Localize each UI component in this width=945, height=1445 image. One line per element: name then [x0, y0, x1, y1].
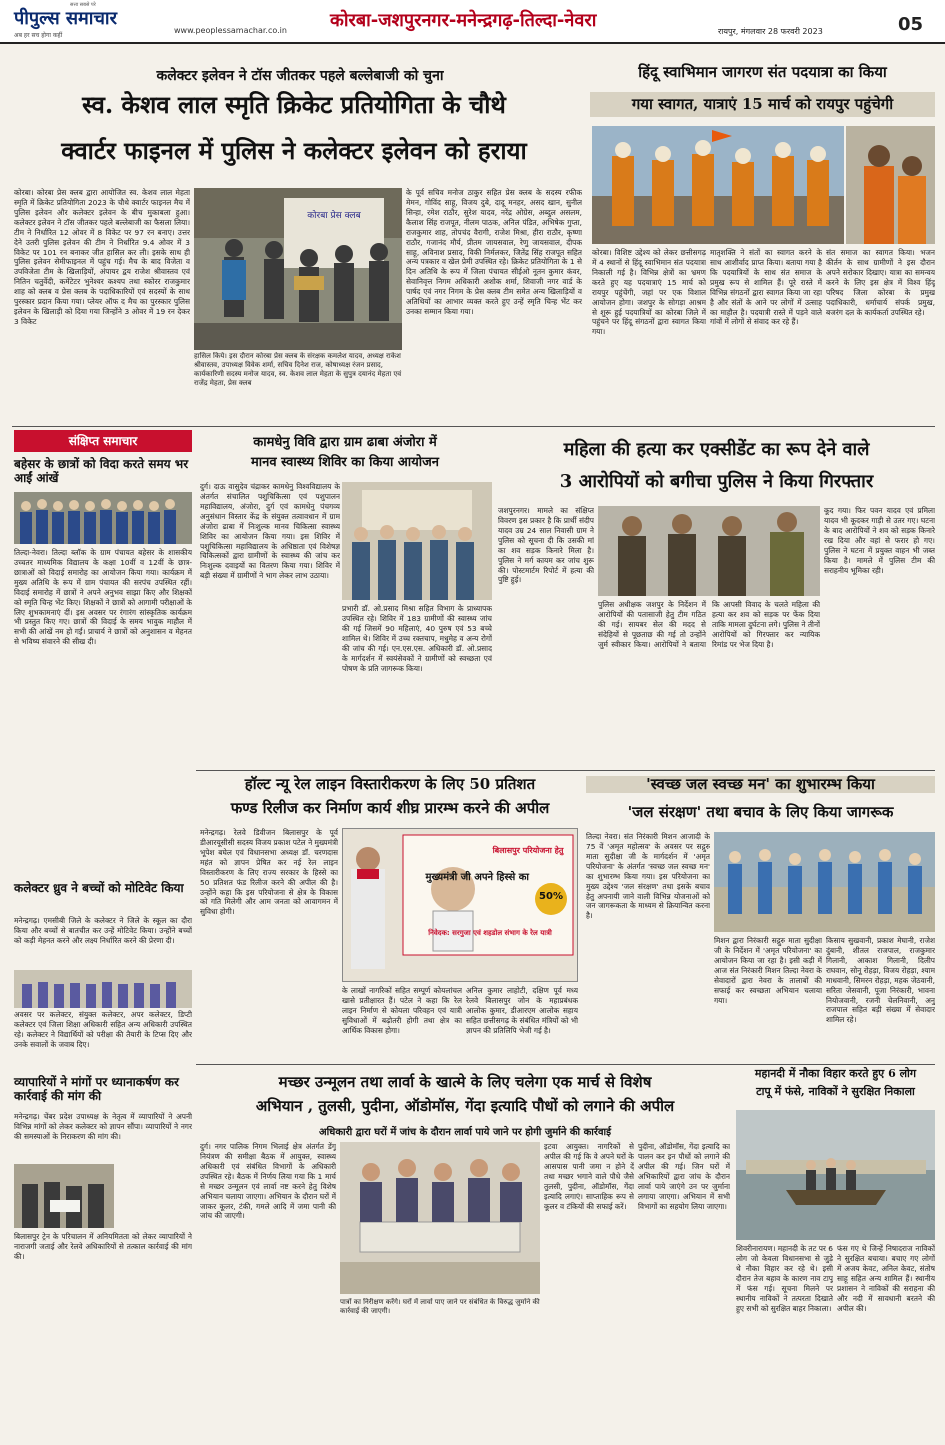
brief-item-1-title: बहेसर के छात्रों को विदा करते समय भर आईं आंखें — [14, 457, 189, 485]
yatra-column-2: मातृशक्ति ने संतों का स्वागत करने के साथ आशीर्वाद प्राप्त किया। बताया गया है कि पदयात्रियों के साथ संत समाज के प्रमुख रूप से शामिल हैं। पूरे रास्ते में विभिन्न संगठनों द्वारा स्वागत किया जा रहा है और संतों के आने पर लोगों में उत्साह का माहौल है। पदयात्री रास्ते में पड़ने वाले गांवों में लोगों से संवाद कर रहे हैं। — [710, 248, 822, 327]
yatra-column-3: संत समाज का स्वागत किया। भजन कीर्तन के साथ ग्रामीणों ने इस दौरान अपने सरोकार दिखाए। यात्रा का समन्वय करने के लिए इस क्षेत्र में विश्व हिंदू परिषद जिला कोरबा के प्रमुख पदाधिकारी, धर्माचार्य संपर्क प्रमुख, बजरंग दल के कार्यकर्ता उपस्थित रहे। — [826, 248, 935, 317]
cricket-caption: हासिल किये। इस दौरान कोरबा प्रेस क्लब के संरक्षक कमलेश यादव, अध्यक्ष राकेश श्रीवास्तव, उपाध्यक्ष विवेक शर्मा, सचिव दिनेश राज, कोषाध्यक्ष रंजन प्रसाद, कार्यकारिणी सदस्य मनोज यादव, स्व. केशव लाल मेहता के सुपुत्र दयानंद मेहता एवं राजेंद्र मेहता, प्रेस क्लब — [194, 352, 402, 388]
newspaper-logo: पीपुल्स समाचार — [14, 8, 117, 29]
region-banner: कोरबा-जशपुरनगर-मनेन्द्रगढ़-तिल्दा-नेवरा — [330, 10, 597, 31]
brief-news-title: संक्षिप्त समाचार — [14, 430, 192, 452]
boat-column-2: फंस गए थे जिन्हें निषादराज नाविकों ने सुरक्षित बचाया। बचाए गए लोगों में अजय केवट, अनिल केवट, संतोष साहू सहित अन्य शामिल हैं। स्थानीय प्रशासन ने नाविकों की सराहना की और नदी में सावधानी बरतने की अपील की। — [837, 1244, 935, 1313]
swachh-headline-1: 'स्वच्छ जल स्वच्छ मन' का शुभारम्भ किया — [586, 776, 935, 793]
mosquito-column-3: इटवा आयुक्त। नागरिकों से अपील की गई कि वे अपने घरों के आसपास पानी जमा न होने दें तथा मच्छर भगाने वाले पौधे जैसे तुलसी, पुदीना, ऑडोमॉस, गेंदा इत्यादि लगाएं। साप्ताहिक रूप से कूलर व टंकियों की सफाई करें। — [544, 1142, 634, 1211]
section-divider — [12, 426, 935, 427]
mosquito-meeting-photo — [340, 1142, 540, 1294]
brief-item-3-title: व्यापारियों ने मांगों पर ध्यानाकर्षण कर कार्रवाई की मांग की — [14, 1075, 179, 1103]
yatra-saint-photo — [846, 126, 935, 244]
kamdhenu-headline-2: मानव स्वास्थ्य शिविर का किया आयोजन — [250, 455, 439, 470]
masthead — [0, 0, 945, 44]
brief-item-2-body-continued: अवसर पर कलेक्टर, संयुक्त कलेक्टर, अपर कलेक्टर, डिप्टी कलेक्टर एवं जिला शिक्षा अधिकारी सहित अन्य अधिकारी उपस्थित रहे। कलेक्टर ने विद्यार्थियों को परीक्षा की तैयारी के टिप्स दिए और उनके सवालों के जवाब दिए। — [14, 1010, 192, 1049]
farewell-photo — [14, 492, 192, 544]
mosquito-headline-1: मच्छर उन्मूलन तथा लार्वा के खात्मे के लिए चलेगा एक मार्च से विशेष — [278, 1073, 652, 1091]
yatra-photo — [592, 126, 844, 244]
cricket-headline-1: स्व. केशव लाल स्मृति क्रिकेट प्रतियोगिता के चौथे — [82, 90, 506, 119]
swachh-photo — [714, 832, 935, 932]
rail-headline-1: हॉल्ट न्यू रेल लाइन विस्तारीकरण के लिए 50 प्रतिशत — [244, 775, 536, 793]
section-divider-3 — [196, 1064, 935, 1065]
kamdhenu-column-2: प्रभारी डॉ. ओ.प्रसाद मिश्रा सहित विभाग के प्राध्यापक उपस्थित रहे। शिविर में 183 ग्रामीणों की स्वास्थ्य जांच की गई जिसमें 90 महिलाएं, 40 पुरुष एवं 53 बच्चे शामिल थे। शिविर में उच्च रक्तचाप, मधुमेह व अन्य रोगों की जांच की गई। एन.एस.एस. अधिकारी डॉ. ओ.प्रसाद के मार्गदर्शन में स्वयंसेवकों ने ग्रामीणों को स्वच्छता एवं पोषण के प्रति जागरूक किया। — [342, 604, 492, 673]
cricket-kicker: कलेक्टर इलेवन ने टॉस जीतकर पहले बल्लेबाजी को चुना — [156, 68, 444, 84]
murder-column-1: जशपुरनगर। मामले का संक्षिप्त विवरण इस प्रकार है कि प्रार्थी संदीप यादव उम्र 24 साल निवासी ग्राम ने पुलिस को सूचना दी कि उसकी मां का शव सड़क किनारे मिला है। पुलिस ने मर्ग कायम कर जांच शुरू की। पोस्टमार्टम रिपोर्ट में हत्या की पुष्टि हुई। — [498, 506, 594, 585]
kamdhenu-column-1: दुर्ग। दाऊ वासुदेव चंद्राकर कामधेनु विश्वविद्यालय के अंतर्गत संचालित पशुचिकित्सा एवं पशुपालन महाविद्यालय, अंजोरा, दुर्ग एवं कामधेनु पंचगव्य अनुसंधान विस्तार केंद्र के संयुक्त तत्वावधान में ग्राम अंजोरा ढाबा में निःशुल्क मानव चिकित्सा स्वास्थ्य शिविर का आयोजन किया गया। इस शिविर में पशुचिकित्सा महाविद्यालय के अधिष्ठाता एवं विशेषज्ञ चिकित्सकों द्वारा ग्रामीणों के स्वास्थ्य की जांच कर निःशुल्क दवाइयों का वितरण किया गया। शिविर में बड़ी संख्या में ग्रामीणों ने भाग लेकर लाभ उठाया। — [200, 482, 340, 581]
accused-photo — [598, 506, 820, 596]
logo-subtitle: सत्ता सबसे परे — [70, 2, 96, 8]
murder-headline-1: महिला की हत्या कर एक्सीडेंट का रूप देने वाले — [563, 439, 870, 460]
brief-item-3-body-continued: बिलासपुर ट्रेन के परिचालन में अनियमितता को लेकर व्यापारियों ने नाराजगी जताई और रेलवे अधिकारियों से तत्काल कार्रवाई की मांग की। — [14, 1232, 192, 1261]
mosquito-column-1: दुर्ग। नगर पालिक निगम भिलाई क्षेत्र अंतर्गत डेंगू नियंत्रण की समीक्षा बैठक में आयुक्त, स्वास्थ्य अधिकारी एवं संबंधित विभागों के अधिकारी उपस्थित रहे। बैठक में निर्णय लिया गया कि 1 मार्च से मच्छर उन्मूलन एवं लार्वा नष्ट करने हेतु विशेष अभियान चलाया जाएगा। अभियान के दौरान घरों में जाकर कूलर, टंकी, गमले आदि में जमा पानी की जांच की जाएगी। — [200, 1142, 336, 1221]
website-link[interactable]: www.peoplessamachar.co.in — [174, 26, 287, 35]
rail-headline-2: फण्ड रिलीज कर निर्माण कार्य शीघ्र प्रारम्भ करने की अपील — [230, 799, 550, 817]
mosquito-subhead: अधिकारी द्वारा घरों में जांच के दौरान लार्वा पाये जाने पर होगी जुर्माने की कार्रवाई — [318, 1127, 612, 1138]
rail-column-3: के लाखों नागरिकों सहित सम्पूर्ण कोयलांचल खासे प्रतीक्षारत हैं। पटेल ने कहा कि रेल लाइन निर्माण से कोयला परिवहन एवं यात्री सुविधाओं में बढ़ोतरी होगी तथा क्षेत्र का आर्थिक विकास होगा। — [342, 986, 462, 1035]
swachh-headline-2: 'जल संरक्षण' तथा बचाव के लिए किया जागरूक — [627, 803, 894, 821]
traders-memo-photo — [14, 1164, 114, 1228]
boat-rescue-photo — [736, 1110, 935, 1240]
section-divider-2 — [196, 770, 935, 771]
rail-column-1: मनेन्द्रगढ़। रेलवे डिवीजन बिलासपुर के पूर्व डीआरयूसीसी सदस्य विजय प्रकाश पटेल ने मुख्यमंत्री भूपेश बघेल एवं विधानसभा अध्यक्ष डॉ. चरणदास महंत को ज्ञापन प्रेषित कर नई रेल लाइन विस्तारीकरण के लिए राज्य सरकार के हिस्से का 50 प्रतिशत फंड रिलीज करने की अपील की है। उन्होंने कहा कि इस परियोजना से क्षेत्र के विकास को गति मिलेगी और आम जनता को आवागमन में सुविधा होगी। — [200, 828, 338, 917]
boat-headline-2: टापू में फंसे, नाविकों ने सुरक्षित निकाला — [756, 1085, 915, 1098]
brief-item-1-body: तिल्दा-नेवरा। तिल्दा ब्लॉक के ग्राम पंचायत बहेसर के शासकीय उच्चतर माध्यमिक विद्यालय के कक्षा 10वीं व 12वीं के छात्र-छात्राओं को विदाई समारोह का आयोजन किया गया। कार्यक्रम में मुख्य अतिथि के रूप में ग्राम पंचायत की सरपंच उपस्थित रहीं। विदाई समारोह में छात्रों ने अपने अनुभव साझा किए और शिक्षकों को स्मृति चिन्ह भेंट किए। शिक्षकों ने छात्रों को आगामी परीक्षाओं के लिए शुभकामनाएं दीं। इस अवसर पर रंगारंग सांस्कृतिक कार्यक्रम भी प्रस्तुत किए गए। छात्रों की विदाई के समय भावुक माहौल में सभी की आंखें नम हो गईं। प्राचार्य ने छात्रों को अनुशासन व मेहनत से भविष्य संवारने की सीख दी। — [14, 548, 192, 647]
cricket-column-3: के पूर्व सचिव मनोज ठाकुर सहित प्रेस क्लब के सदस्य रफीक मेमन, गोविंद साहू, विजय दुबे, दादू मनहर, असद खान, सुनील सिन्हा, रमेश राठौर, सुरेश यादव, नरेंद्र ओग्रेस, अब्दुल असलम, कैलाश सिंह राजपूत, नीलम पाठक, अनिल पंडित, अभिषेक गुप्ता, राजकुमार शाह, तोपचंद वैरागी, राजेश मिश्रा, हीरा राठौर, कृष्णा राठौर, गजानंद मौर्य, प्रीतम जायसवाल, रेणु जायसवाल, दीपक साहू, अविनाश प्रसाद, विकी निर्मलकर, जितेंद्र सिंह राजपूत सहित अन्य पत्रकार व खेल प्रेमी उपस्थित रहे। क्रिकेट प्रतियोगिता के 1 से दिन अतिथि के रूप में जिला पंचायत सीईओ नूतन कुमार कंवर, सेवानिवृत्त निगम अधिकारी अशोक शर्मा, शिवाजी नगर वार्ड के पार्षद एवं नगर निगम के प्रेस क्लब टीम समेत अन्य खिलाड़ियों व अतिथियों का आभार व्यक्त करते हुए उन्हें स्मृति चिन्ह भेंट कर उनका सम्मान किया गया। — [406, 188, 582, 317]
brief-item-2-title: कलेक्टर ध्रुव ने बच्चों को मोटिवेट किया — [14, 881, 184, 895]
boat-column-1: शिवरीनारायण। महानदी के तट पर 6 लोग जो केवला विधानसभा से जुड़े थे नौका विहार कर रहे थे। इसी दौरान तेज बहाव के कारण नाव टापू में फंस गई। सूचना मिलने पर स्थानीय नाविकों ने तत्परता दिखाते हुए सभी को सुरक्षित बाहर निकाला। — [736, 1244, 833, 1313]
brief-item-3-body: मनेन्द्रगढ़। चेंबर प्रदेश उपाध्यक्ष के नेतृत्व में व्यापारियों ने अपनी विभिन्न मांगों को लेकर कलेक्टर को ज्ञापन सौंपा। व्यापारियों ने नगर की समस्याओं के निराकरण की मांग की। — [14, 1112, 192, 1141]
rail-banner-title: बिलासपुर परियोजना हेतु — [492, 846, 564, 855]
brief-item-2-body: मनेन्द्रगढ़। एमसीबी जिले के कलेक्टर ने जिले के स्कूल का दौरा किया और बच्चों से बातचीत कर उन्हें मोटिवेट किया। उन्होंने बच्चों को कड़ी मेहनत करने और लक्ष्य निर्धारित करने की प्रेरणा दी। — [14, 916, 192, 945]
boat-headline-1: महानदी में नौका विहार करते हुए 6 लोग — [754, 1067, 917, 1080]
cricket-headline-2: क्वार्टर फाइनल में पुलिस ने कलेक्टर इलेवन को हराया — [61, 136, 527, 165]
swachh-column-3: किसाय सुखवानी, प्रकाश मेघानी, राजेश दुंबानी, शीतल राजपाल, राजकुमार गिलानी, आकाश गिलानी, दिलीप राघवान, सोनू रोहड़ा, विजय रोहड़ा, श्याम माधवानी, सिमरन रोहड़ा, महक जेठवानी, सरिता जेसवानी, पूजा निरंकारी, भावना नियोजवानी, रजनी चेलनिवानी, अनु राजपाल सहित बड़ी संख्या में सेवादार शामिल रहे। — [826, 936, 935, 1025]
rail-banner-note: निवेदक: सरगुजा एवं शहडोल संभाग के रेल यात्री — [428, 929, 552, 937]
dateline: रायपुर, मंगलवार 28 फरवरी 2023 — [718, 27, 823, 36]
yatra-column-1: कोरबा। विशिष्ट उद्देश्य को लेकर छत्तीसगढ़ में 4 स्थानों से हिंदू स्वाभिमान संत पदयात्रा निकाली गई है। विभिन्न क्षेत्रों का भ्रमण करते हुए यह पदयात्राएं 15 मार्च को रायपुर पहुंचेंगी, जहां पर एक विशाल आयोजन होगा। जशपुर के सोगड़ा आश्रम से शुरू हुई पदयात्रियों का कोरबा जिले में पहुंचने पर हिंदू संगठनों द्वारा स्वागत किया गया। — [592, 248, 706, 337]
logo-tagline: अब हर सच होगा कहीं — [14, 32, 63, 39]
rail-banner-photo — [342, 828, 578, 982]
swachh-column-1: तिल्दा नेवरा। संत निरंकारी मिशन आजादी के 75 वें 'अमृत महोत्सव' के अवसर पर सद्गुरु माता सुदीक्षा जी के मार्गदर्शन में 'अमृत परियोजना' के अंतर्गत 'स्वच्छ जल स्वच्छ मन' का शुभारम्भ किया गया। इस परियोजना का मुख्य उद्देश्य 'जल संरक्षण' तथा इसके बचाव हेतु अपनायी जाने वाली विभिन्न योजनाओं को जन जागरूकता के माध्यम से क्रियान्वित करना है। — [586, 832, 710, 921]
murder-column-2: पुलिस अधीक्षक जशपुर के निर्देशन में आरोपियों की पतासाजी हेतु टीम गठित की गई। सायबर सेल की मदद से संदेहियों से पूछताछ की गई तो उन्होंने जुर्म स्वीकार किया। आरोपियों ने बताया कि आपसी विवाद के चलते महिला की हत्या कर शव को सड़क पर फेंक दिया ताकि मामला दुर्घटना लगे। पुलिस ने तीनों आरोपियों को गिरफ्तार कर न्यायिक रिमांड पर भेज दिया है। — [598, 600, 820, 649]
murder-column-3: कूद गया। फिर पवन यादव एवं प्रमिला यादव भी कूदकर गाड़ी से उतर गए। घटना के बाद आरोपियों ने शव को सड़क किनारे रख दिया और वहां से फरार हो गए। पुलिस ने घटना में प्रयुक्त वाहन भी जब्त किया है। मामले में पुलिस टीम की सराहनीय भूमिका रही। — [824, 506, 935, 575]
murder-headline-2: 3 आरोपियों को बगीचा पुलिस ने किया गिरफ्तार — [559, 471, 874, 492]
yatra-headline-1: हिंदू स्वाभिमान जागरण संत पदयात्रा का किया — [638, 63, 887, 81]
cricket-photo — [194, 188, 402, 350]
yatra-headline-2: गया स्वागत, यात्राएं 15 मार्च को रायपुर पहुंचेगी — [590, 92, 935, 117]
rail-column-4: अनिल कुमार लाहोटी, दक्षिण पूर्व मध्य रेलवे बिलासपुर जोन के महाप्रबंधक आलोक कुमार, डीआरएम आलोक सहाय सहित छत्तीसगढ़ के संबंधित मंत्रियों को भी ज्ञापन की प्रतिलिपि भेजी गई है। — [466, 986, 578, 1035]
swachh-column-2: मिशन द्वारा निरंकारी सद्गुरु माता सुदीक्षा जी के निर्देशन में 'अमृत परियोजना' का आयोजन किया जा रहा है। इसी कड़ी में आज संत निरंकारी मिशन तिल्दा नेवरा के सेवादारों द्वारा नेवरा के तालाबों की सफाई कर स्वच्छता अभियान चलाया गया। — [714, 936, 822, 1005]
kamdhenu-headline-1: कामधेनु विवि द्वारा ग्राम ढाबा अंजोरा में — [253, 435, 437, 450]
photo-banner-text: कोरबा प्रेस क्लब — [307, 211, 361, 221]
cricket-column-1: कोरबा। कोरबा प्रेस क्लब द्वारा आयोजित स्व. केशव लाल मेहता स्मृति में क्रिकेट प्रतियोगिता 2023 के चौथे क्वार्टर फाइनल मैच में पुलिस इलेवन और कलेक्टर इलेवन के बीच मुकाबला हुआ। कलेक्टर इलेवन ने टॉस जीतकर पहले बल्लेबाजी का फैसला लिया। टीम ने निर्धारित 12 ओवर में 8 विकेट पर 97 रन बनाए। उत्तर देने उतरी पुलिस इलेवन की टीम ने निर्धारित 9.4 ओवर में 3 विकेट पर 101 रन बनाकर जीत हासिल कर ली। इसके साथ ही पुलिस इलेवन सेमीफाइनल में पहुंच गई। मैच के बाद विजेता व उपविजेता टीम के खिलाड़ियों, अंपायर द्वय राजेश श्रीवास्तव एवं नितिन चतुर्वेदी, कमेंटेटर भुनेश्वर कश्यप तथा स्कोरर राजकुमार शाह को क्लब व प्रेस क्लब के पदाधिकारियों एवं सदस्यों के साथ पुरस्कार प्रदान किया गया। प्लेयर ऑफ द मैच का पुरस्कार पुलिस इलेवन के खिलाड़ी को दिया गया जिन्होंने 3 ओवर में 19 रन देकर 3 विकेट — [14, 188, 190, 326]
rail-banner-subtitle: मुख्यमंत्री जी अपने हिस्से का — [425, 872, 529, 883]
health-camp-photo — [342, 482, 492, 600]
collector-students-photo — [14, 970, 192, 1008]
mosquito-caption: पात्रों का निरीक्षण करेंगे। घरों में लार्वा पाए जाने पर संबंधित के विरुद्ध जुर्माने की कार्रवाई की जाएगी। — [340, 1298, 540, 1316]
mosquito-column-4: पुदीना, ऑडोमॉस, गेंदा इत्यादि का पालन कर इन पौधों को लगाने की अपील की गई। जिन घरों में अभिकारियों द्वारा जांच के दौरान लार्वा पाये जाएंगे उन पर जुर्माना लगाया जाएगा। अभियान में सभी विभागों का सहयोग लिया जाएगा। — [638, 1142, 730, 1211]
mosquito-headline-2: अभियान , तुलसी, पुदीना, ऑडोमॉस, गेंदा इत्यादि पौधों को लगाने की अपील — [255, 1097, 675, 1115]
page-number: 05 — [898, 14, 924, 35]
rail-banner-percent: 50% — [539, 891, 563, 902]
